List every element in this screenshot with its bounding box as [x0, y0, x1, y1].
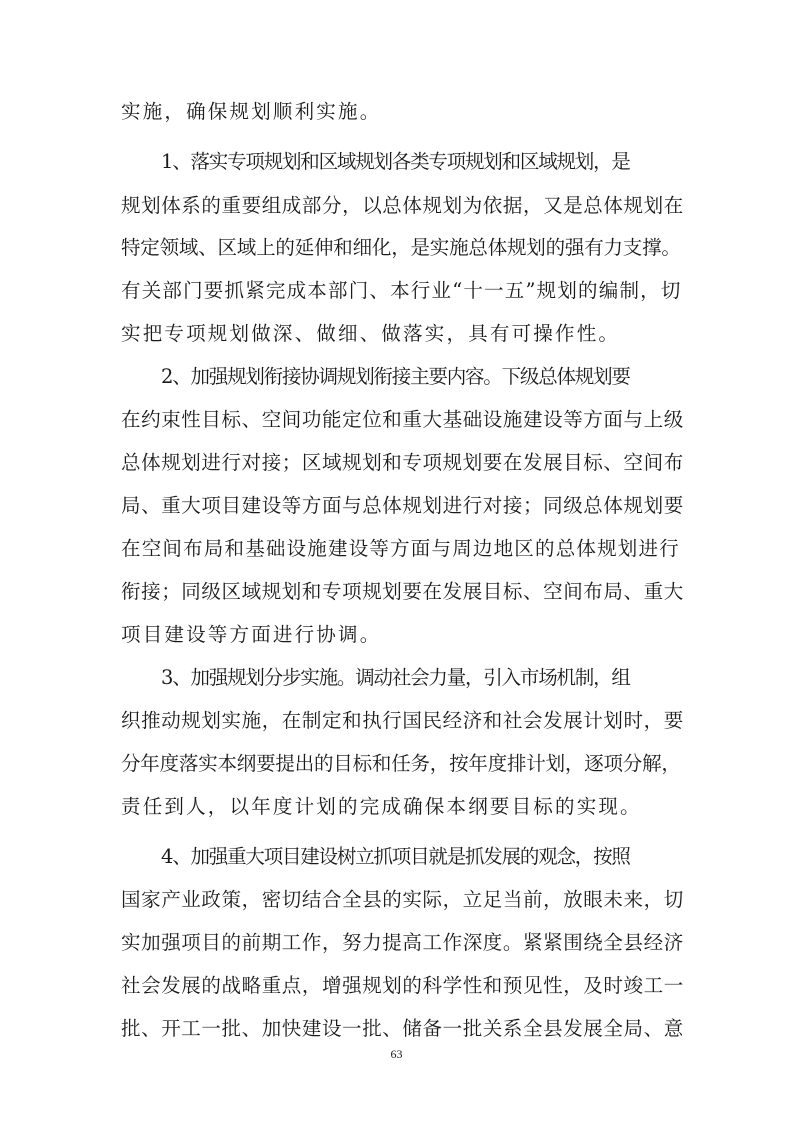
paragraph-3-first-line: 3、加强规划分步实施。调动社会力量，引入市场机制，组: [161, 666, 630, 689]
text-line: 衔接；同级区域规划和专项规划要在发展目标、空间布局、重大: [121, 580, 684, 603]
text-line: 项目建设等方面进行协调。: [121, 623, 382, 646]
text-line: 织推动规划实施，在制定和执行国民经济和社会发展计划时，要: [121, 709, 684, 732]
text-line: 社会发展的战略重点，增强规划的科学性和预见性，及时竣工一: [121, 974, 684, 997]
text-line: 在空间布局和基础设施建设等方面与周边地区的总体规划进行: [121, 537, 680, 560]
paragraph-2-first-line: 2、加强规划衔接协调规划衔接主要内容。下级总体规划要: [161, 365, 630, 388]
text-line: 分年度落实本纲要提出的目标和任务，按年度排计划，逐项分解，: [121, 752, 681, 775]
text-line: 批、开工一批、加快建设一批、储备一批关系全县发展全局、意: [121, 1017, 684, 1040]
text-line: 总体规划进行对接；区域规划和专项规划要在发展目标、空间布: [121, 451, 684, 474]
text-line: 局、重大项目建设等方面与总体规划进行对接；同级总体规划要: [121, 494, 684, 517]
paragraph-4-first-line: 4、加强重大项目建设树立抓项目就是抓发展的观念，按照: [161, 845, 630, 868]
page-number: 63: [390, 1047, 403, 1061]
text-line: 在约束性目标、空间功能定位和重大基础设施建设等方面与上级: [121, 408, 684, 431]
text-line: 责任到人，以年度计划的完成确保本纲要目标的实现。: [121, 795, 642, 818]
paragraph-1-first-line: 1、落实专项规划和区域规划各类专项规划和区域规划，是: [161, 150, 630, 173]
text-line: 实加强项目的前期工作，努力提高工作深度。紧紧围绕全县经济: [121, 931, 684, 954]
text-line: 有关部门要抓紧完成本部门、本行业“十一五”规划的编制，切: [121, 279, 682, 302]
text-line: 实施，确保规划顺利实施。: [121, 100, 382, 123]
text-line: 国家产业政策，密切结合全县的实际，立足当前，放眼未来，切: [121, 888, 684, 911]
text-line: 实把专项规划做深、做细、做落实，具有可操作性。: [121, 322, 621, 345]
text-line: 特定领域、区域上的延伸和细化，是实施总体规划的强有力支撑。: [121, 236, 681, 259]
text-line: 规划体系的重要组成部分，以总体规划为依据，又是总体规划在: [121, 194, 684, 217]
